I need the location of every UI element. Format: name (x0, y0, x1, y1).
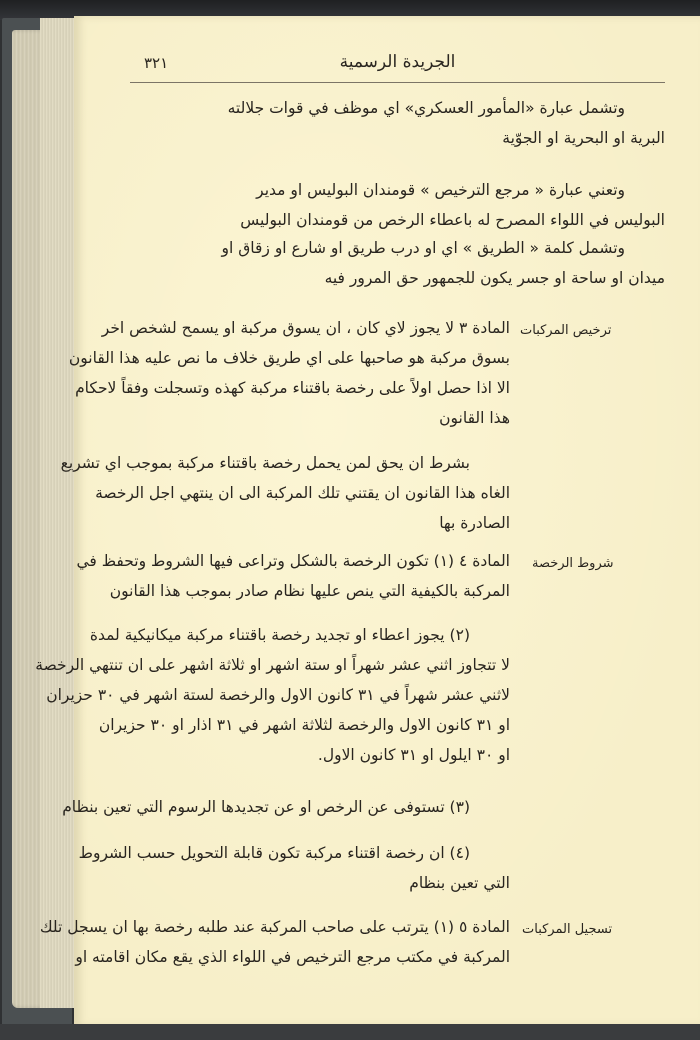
paragraph-definition-licensing-authority (155, 175, 665, 235)
text-line: بسوق مركبة هو صاحبها على اي طريق خلاف ما نص عليه هذا القانون (68, 349, 510, 367)
text-line: الا اذا حصل اولاً على رخصة باقتناء مركبة كهذه وتسجلت وفقاً لاحكام (75, 379, 510, 397)
text-line: المادة ٤ (١) تكون الرخصة بالشكل وتراعى فيها الشروط وتحفظ في (76, 552, 510, 570)
text-line: البوليس في اللواء المصرح له باعطاء الرخص من قومندان البوليس (240, 211, 665, 229)
article-4-clause-4 (78, 838, 510, 898)
text-line: بشرط ان يحق لمن يحمل رخصة باقتناء مركبة بموجب اي تشريع (60, 454, 470, 472)
margin-note-vehicle-registration: تسجيل المركبات (522, 922, 613, 937)
text-line: (٣) تستوفى عن الرخص او عن تجديدها الرسوم التي تعين بنظام (62, 798, 470, 816)
text-line: المركبة في مكتب مرجع الترخيص في اللواء الذي يقع مكان اقامته او (75, 948, 510, 966)
article-4-clause-2 (35, 620, 510, 770)
text-line: الغاه هذا القانون ان يقتني تلك المركبة الى ان ينتهي اجل الرخصة (95, 484, 510, 502)
header-rule (130, 82, 665, 83)
text-line: الصادرة بها (439, 514, 510, 532)
article-3-proviso (60, 448, 510, 538)
text-line: (٤) ان رخصة اقتناء مركبة تكون قابلة التحويل حسب الشروط (78, 844, 470, 862)
scan-backdrop-bottom (0, 1024, 700, 1040)
page-number: ٣٢١ (144, 54, 169, 72)
text-line: ميدان او ساحة او جسر يكون للجمهور حق المرور فيه (324, 269, 665, 287)
text-line: وتشمل عبارة «المأمور العسكري» اي موظف في قوات جلالته (227, 99, 625, 117)
text-line: (٢) يجوز اعطاء او تجديد رخصة باقتناء مركبة ميكانيكية لمدة (89, 626, 470, 644)
text-line: البرية او البحرية او الجوّية (502, 129, 665, 147)
text-line: لا تتجاوز اثني عشر شهراً او ستة اشهر او ثلاثة اشهر على ان تنتهي الرخصة (35, 656, 510, 674)
running-title: الجريدة الرسمية (339, 52, 456, 72)
text-line: التي تعين بنظام (409, 874, 510, 892)
article-3 (68, 313, 510, 433)
text-line: هذا القانون (439, 409, 510, 427)
text-line: لاثني عشر شهراً في ٣١ كانون الاول والرخصة لستة اشهر في ٣٠ حزيران (46, 686, 510, 704)
text-line: وتعني عبارة « مرجع الترخيص » قومندان البوليس او مدير (256, 181, 625, 199)
margin-note-vehicle-licensing: ترخيص المركبات (520, 323, 612, 338)
text-line: وتشمل كلمة « الطريق » اي او درب طريق او شارع او زقاق او (221, 239, 625, 257)
paragraph-definition-military-officer (155, 93, 665, 153)
article-5-clause-1 (39, 912, 510, 972)
article-4-clause-3 (62, 792, 510, 822)
text-line: المادة ٣ لا يجوز لاي كان ، ان يسوق مركبة او يسمح لشخص اخر (101, 319, 510, 337)
page-stack-inner-edges (40, 18, 74, 1008)
article-4-clause-1 (76, 546, 510, 606)
paragraph-definition-road (155, 233, 665, 293)
page-header (130, 52, 665, 78)
text-line: او ٣١ كانون الاول والرخصة لثلاثة اشهر في ٣١ اذار او ٣٠ حزيران (98, 716, 510, 734)
text-line: المادة ٥ (١) يترتب على صاحب المركبة عند طلبه رخصة بها ان يسجل تلك (39, 918, 510, 936)
margin-note-license-conditions: شروط الرخصة (532, 556, 614, 571)
text-line: المركبة بالكيفية التي ينص عليها نظام صادر بموجب هذا القانون (109, 582, 510, 600)
text-line: او ٣٠ ايلول او ٣١ كانون الاول. (317, 746, 510, 764)
